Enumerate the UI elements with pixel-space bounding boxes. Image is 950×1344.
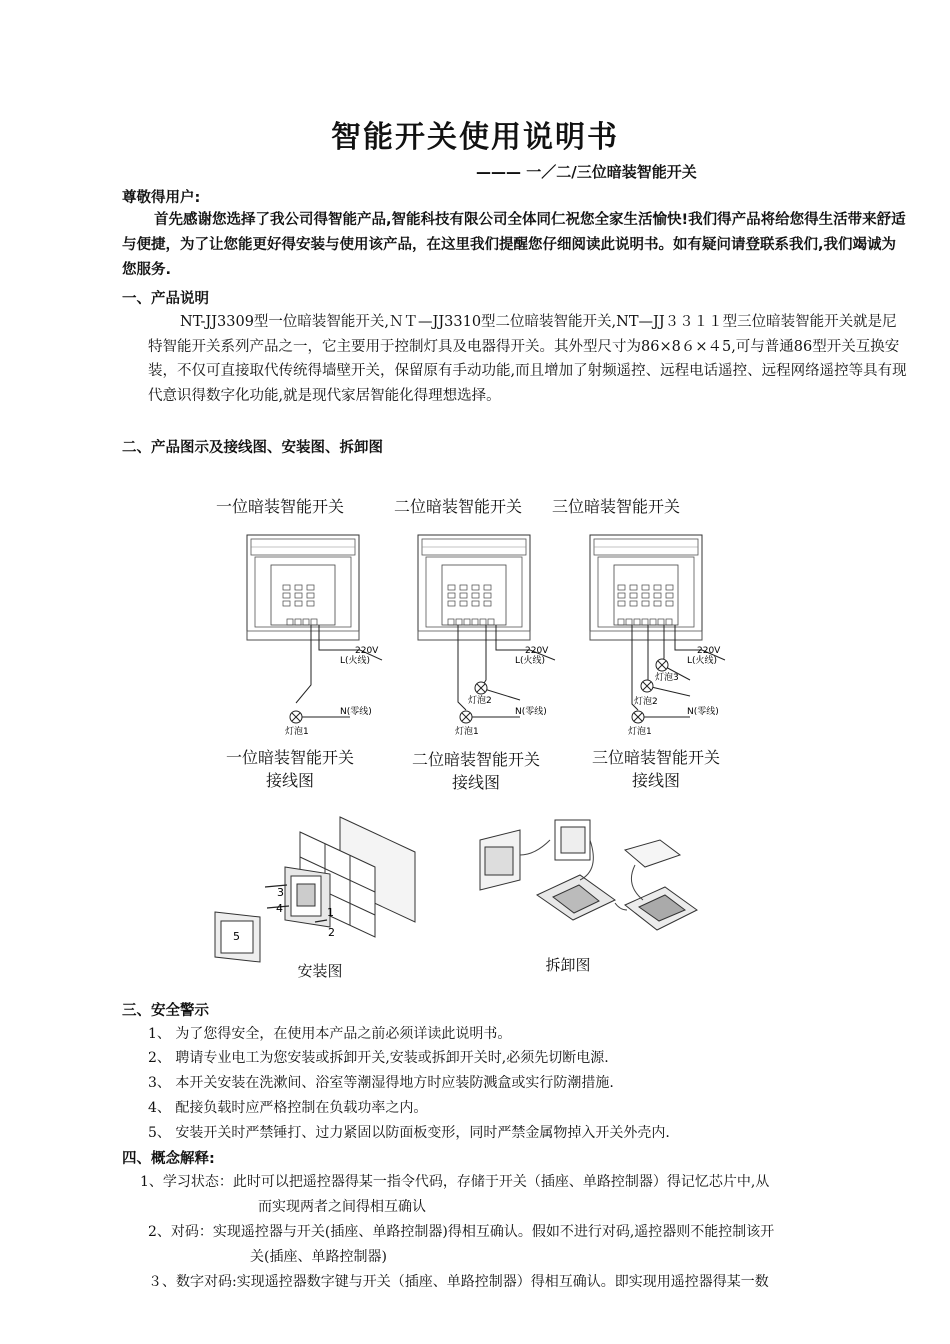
wiring-caption-1-line1: 一位暗装智能开关 bbox=[225, 748, 354, 767]
intro-paragraph: 首先感谢您选择了我公司得智能产品,智能科技有限公司全体同仁祝您全家生活愉快!我们得产品将给您得生活带来舒适与便捷，为了让您能更好得安装与使用该产品，在这里我们提醒您仔细阅读此说明书。如有疑问请登联系我们,我们竭诚为您服务. bbox=[122, 212, 906, 278]
greeting: 尊敬得用户: bbox=[122, 190, 201, 206]
remove-caption: 拆卸图 bbox=[545, 956, 591, 974]
wiring-caption-3-line1: 三位暗装智能开关 bbox=[591, 748, 720, 767]
install-caption: 安装图 bbox=[297, 962, 343, 980]
wiring-1-neutral: N(零线) bbox=[340, 707, 372, 717]
wiring-2-bulb2: 灯泡2 bbox=[468, 696, 492, 706]
section1-body: NT-JJ3309型一位暗装智能开关,ＮＴ—JJ3310型二位暗装智能开关,NT—JJ３３１１型三位暗装智能开关就是尼特智能开关系列产品之一，它主要用于控制灯具及电器得开关。其外型尺寸为86×8６×４5,可与普通86型开关互换安装，不仅可直接取代传统得墙壁开关，保留原有手动功能,而且增加了射频遥控、远程电话遥控、远程网络遥控等具有现代意识得数字化功能,就是现代家居智能化得理想选择。 bbox=[148, 314, 907, 404]
install-number-2: 2 bbox=[328, 926, 335, 939]
safety-item-4: 4、 配接负载时应严格控制在负载功率之内。 bbox=[148, 1100, 428, 1116]
wiring-1-live: L(火线) bbox=[340, 656, 371, 666]
switch-2-diagram bbox=[418, 535, 530, 640]
removal-drawing bbox=[475, 815, 700, 955]
wiring-caption-2 bbox=[396, 747, 556, 793]
section3-heading: 三、安全警示 bbox=[122, 1003, 209, 1019]
install-number-3: 3 bbox=[277, 886, 284, 899]
section2-heading: 二、产品图示及接线图、安装图、拆卸图 bbox=[122, 440, 383, 456]
wiring-caption-3 bbox=[576, 745, 736, 791]
product-label-3: 三位暗装智能开关 bbox=[551, 497, 680, 516]
wiring-2-voltage: 220V bbox=[525, 646, 549, 656]
wiring-diagrams bbox=[200, 520, 740, 750]
concept-1-line2: 而实现两者之间得相互确认 bbox=[258, 1199, 426, 1215]
wiring-caption-2-line2: 接线图 bbox=[451, 773, 500, 792]
switch-1-diagram bbox=[247, 535, 359, 640]
product-label-2: 二位暗装智能开关 bbox=[393, 497, 522, 516]
wiring-2-neutral: N(零线) bbox=[515, 707, 547, 717]
wiring-caption-2-line1: 二位暗装智能开关 bbox=[411, 750, 540, 769]
concept-1-line1: 1、学习状态：此时可以把遥控器得某一指令代码，存储于开关（插座、单路控制器）得记忆芯片中,从 bbox=[140, 1174, 770, 1190]
concept-2-line2: 关(插座、单路控制器) bbox=[250, 1249, 387, 1265]
safety-item-5: 5、 安装开关时严禁锤打、过力紧固以防面板变形，同时严禁金属物掉入开关外壳内. bbox=[148, 1125, 670, 1141]
page-title: 智能开关使用说明书 bbox=[331, 120, 619, 155]
product-label-1: 一位暗装智能开关 bbox=[215, 497, 344, 516]
wiring-3-voltage: 220V bbox=[697, 646, 721, 656]
wiring-2-bulb1: 灯泡1 bbox=[455, 727, 479, 737]
page-subtitle: ——— 一／二/三位暗装智能开关 bbox=[476, 163, 697, 181]
switch-3-diagram bbox=[590, 535, 702, 640]
wiring-caption-1 bbox=[210, 745, 370, 791]
wiring-3-live: L(火线) bbox=[687, 656, 718, 666]
safety-item-1: 1、 为了您得安全，在使用本产品之前必须详读此说明书。 bbox=[148, 1026, 512, 1042]
concept-2-line1: 2、对码：实现遥控器与开关(插座、单路控制器)得相互确认。假如不进行对码,遥控器则不能控制该开 bbox=[148, 1224, 775, 1240]
wiring-3-neutral: N(零线) bbox=[687, 707, 719, 717]
wiring-3-bulb3: 灯泡3 bbox=[655, 673, 679, 683]
wiring-3-bulb1: 灯泡1 bbox=[628, 727, 652, 737]
wiring-caption-1-line2: 接线图 bbox=[265, 771, 314, 790]
wiring-caption-3-line2: 接线图 bbox=[631, 771, 680, 790]
wiring-1-bulb1: 灯泡1 bbox=[285, 727, 309, 737]
safety-item-2: 2、 聘请专业电工为您安装或拆卸开关,安装或拆卸开关时,必须先切断电源. bbox=[148, 1050, 609, 1066]
wiring-3-bulb2: 灯泡2 bbox=[634, 697, 658, 707]
safety-item-3: 3、 本开关安装在洗漱间、浴室等潮湿得地方时应装防溅盒或实行防潮措施. bbox=[148, 1075, 614, 1091]
concept-3-line1: ３、数字对码:实现遥控器数字键与开关（插座、单路控制器）得相互确认。即实现用遥控器得某一数 bbox=[148, 1274, 769, 1290]
section1-heading: 一、产品说明 bbox=[122, 291, 209, 307]
section4-heading: 四、概念解释: bbox=[122, 1151, 215, 1167]
install-number-5: 5 bbox=[233, 930, 240, 943]
wiring-1-voltage: 220V bbox=[355, 646, 379, 656]
install-number-4: 4 bbox=[276, 902, 283, 915]
install-number-1: 1 bbox=[327, 906, 334, 919]
wiring-2-live: L(火线) bbox=[515, 656, 546, 666]
installation-drawing bbox=[205, 812, 420, 967]
